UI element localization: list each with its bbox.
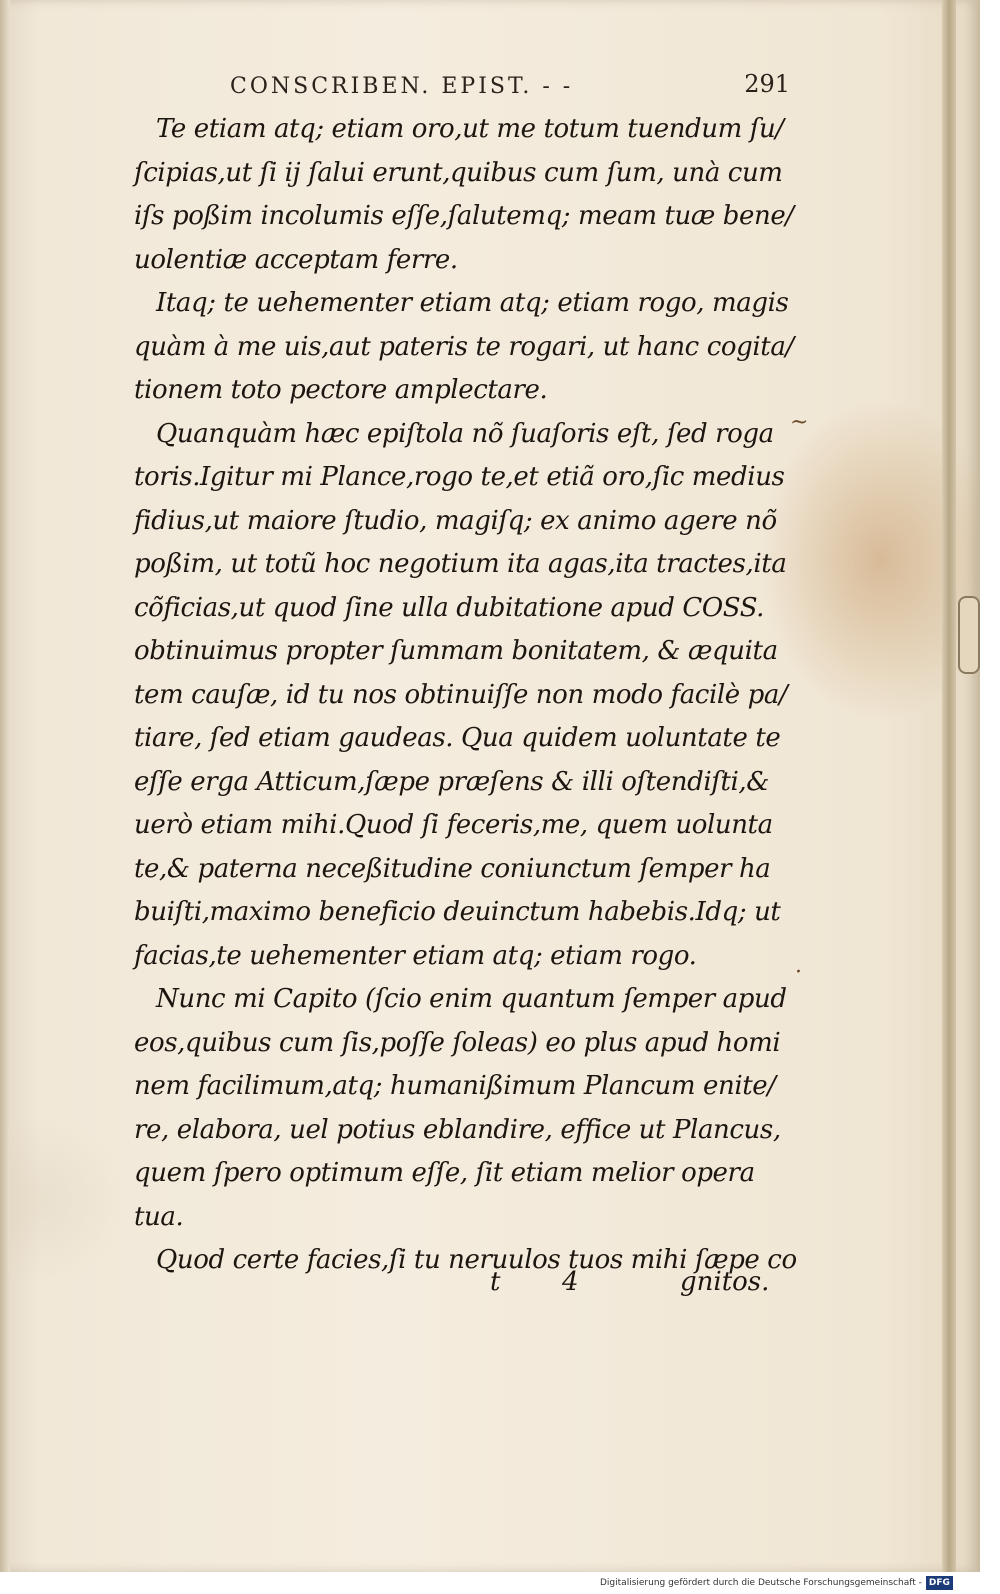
dfg-logo: DFG [926,1576,953,1590]
running-title: CONSCRIBEN. EPIST. - - [230,74,574,99]
text-line: Quod certe facies,ſi tu neruulos tuos mihi ſæpe co [156,1245,797,1275]
text-line: obtinuimus propter ſummam bonitatem, & æquita [134,636,778,666]
text-line: fidius,ut maiore ſtudio, magiſq; ex animo agere nõ [134,505,777,536]
page-binding [942,0,956,1572]
text-line: poßim, ut totũ hoc negotium ita agas,ita tractes,ita [134,549,787,579]
text-line: re, elabora, uel potius eblandire, effice ut Plancus, [134,1114,781,1145]
marginal-mark: · [795,960,802,985]
text-line: uolentiæ acceptam ferre. [134,244,458,275]
page-number: 291 [744,70,790,98]
text-line: Te etiam atq; etiam oro,ut me totum tuendum ſu/ [156,114,784,144]
text-line: buiſti,maximo beneficio deuinctum habebis.Idq; ut [134,897,781,927]
text-line: iſs poßim incolumis eſſe,ſalutemq; meam tuæ bene/ [134,201,794,231]
text-line: Itaq; te uehementer etiam atq; etiam rogo, magis [156,288,789,318]
body-text [134,108,797,1283]
text-line: toris.Igitur mi Plance,rogo te,et etiã oro,ſic medius [134,462,785,492]
text-line: tua. [134,1201,184,1232]
leaf-number: 4 [562,1267,579,1297]
footer-credit: Digitalisierung gefördert durch die Deutsche Forschungsgemeinschaft - [600,1578,922,1588]
text-line: tionem toto pectore amplectare. [134,375,548,405]
signature-mark: t [490,1267,501,1297]
text-line: facias,te uehementer etiam atq; etiam rogo. [134,940,697,971]
marginal-mark: ~ [790,410,809,435]
text-line: tiare, ſed etiam gaudeas. Qua quidem uoluntate te [134,723,781,753]
text-line: tem cauſæ, id tu nos obtinuiſſe non modo facilè pa/ [134,679,788,710]
page-clip-mark [958,596,980,674]
text-line: quem ſpero optimum eſſe, ſit etiam melior opera [134,1158,755,1188]
text-line: eſſe erga Atticum,ſæpe præſens & illi oſtendiſti,& [134,766,770,797]
page-header [230,70,790,104]
text-line: uerò etiam mihi.Quod ſi feceris,me, quem uolunta [134,810,773,840]
text-line: Quanquàm hæc epiſtola nõ ſuaſoris eſt, ſed roga [156,418,774,449]
text-line: te,& paterna neceßitudine coniunctum ſemper ha [134,853,771,884]
text-line: ſcipias,ut ſi ij ſalui erunt,quibus cum ſum, unà cum [134,157,783,188]
digitization-footer [600,1574,953,1592]
text-line: quàm à me uis,aut pateris te rogari, ut hanc cogita/ [134,331,794,362]
catchword: gnitos. [680,1267,770,1297]
text-line: eos,quibus cum ſis,poſſe ſoleas) eo plus apud homi [134,1027,781,1058]
page-edge [0,0,10,1572]
text-line: cõficias,ut quod ſine ulla dubitatione apud COSS. [134,592,765,623]
text-line: nem facilimum,atq; humanißimum Plancum enite/ [134,1071,776,1101]
text-line: Nunc mi Capito (ſcio enim quantum ſemper apud [156,984,787,1014]
